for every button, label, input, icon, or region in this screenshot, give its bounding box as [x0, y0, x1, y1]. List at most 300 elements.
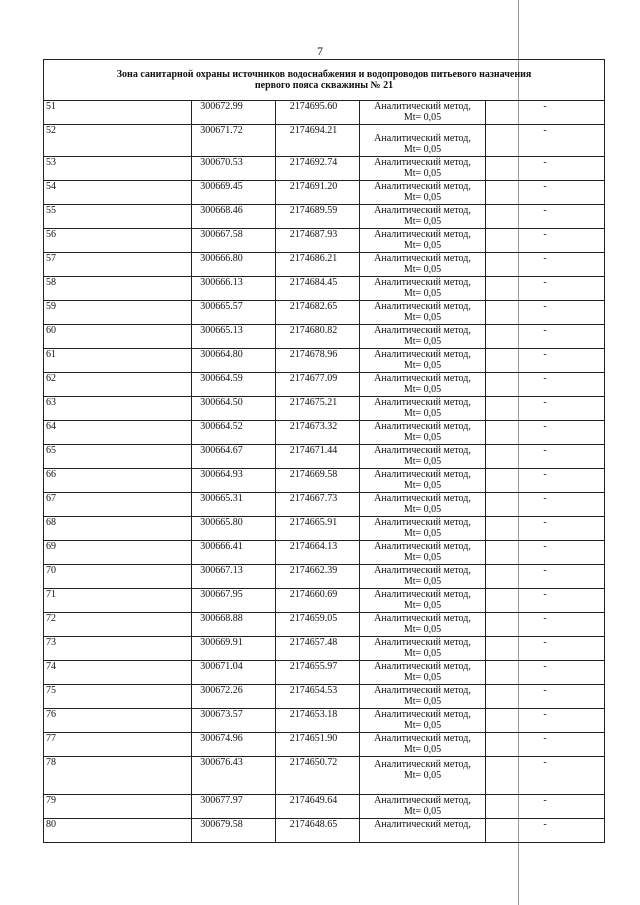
method-cell [360, 229, 486, 253]
table-row [44, 229, 605, 253]
method-accuracy: Mt= 0,05 [403, 192, 442, 203]
description-cell [486, 493, 605, 517]
x-coordinate-cell [192, 757, 276, 795]
y-coordinate-cell [276, 445, 360, 469]
x-coordinate: 300677.97 [200, 795, 243, 806]
x-coordinate: 300664.50 [200, 397, 243, 408]
row-number-cell [44, 661, 192, 685]
method-accuracy: Mt= 0,05 [403, 600, 442, 611]
description-dash: - [543, 229, 547, 240]
x-coordinate: 300668.88 [200, 613, 243, 624]
x-coordinate: 300676.43 [200, 757, 243, 768]
x-coordinate-cell [192, 517, 276, 541]
row-number-cell [44, 101, 192, 125]
method-name: Аналитический метод, [374, 349, 471, 360]
description-dash: - [543, 157, 547, 168]
y-coordinate-cell [276, 757, 360, 795]
method-cell [360, 565, 486, 589]
description-dash: - [543, 589, 547, 600]
y-coordinate: 2174694.21 [289, 125, 338, 136]
row-number-cell [44, 709, 192, 733]
x-coordinate-cell [192, 373, 276, 397]
y-coordinate-cell [276, 685, 360, 709]
method-cell [360, 757, 486, 795]
x-coordinate: 300669.45 [200, 181, 243, 192]
method-cell [360, 517, 486, 541]
row-number-cell [44, 819, 192, 843]
y-coordinate: 2174684.45 [289, 277, 338, 288]
row-number-cell [44, 733, 192, 757]
x-coordinate-cell [192, 493, 276, 517]
x-coordinate-cell [192, 397, 276, 421]
x-coordinate: 300664.59 [200, 373, 243, 384]
table-row [44, 277, 605, 301]
method-accuracy: Mt= 0,05 [403, 288, 442, 299]
row-number: 58 [46, 277, 56, 288]
description-dash: - [543, 541, 547, 552]
method-cell [360, 795, 486, 819]
method-cell [360, 421, 486, 445]
x-coordinate: 300669.91 [200, 637, 243, 648]
y-coordinate-cell [276, 373, 360, 397]
y-coordinate: 2174664.13 [289, 541, 338, 552]
x-coordinate-cell [192, 301, 276, 325]
method-name: Аналитический метод, [374, 709, 471, 720]
description-dash: - [543, 757, 547, 768]
method-accuracy: Mt= 0,05 [403, 696, 442, 707]
method-cell [360, 397, 486, 421]
table-title-line-1: Зона санитарной охраны источников водоснабжения и водопроводов питьевого назначения [116, 69, 532, 80]
table-row [44, 589, 605, 613]
x-coordinate: 300672.26 [200, 685, 243, 696]
description-dash: - [543, 517, 547, 528]
x-coordinate-cell [192, 421, 276, 445]
row-number: 73 [46, 637, 56, 648]
row-number: 78 [46, 757, 56, 768]
description-dash: - [543, 125, 547, 136]
y-coordinate-cell [276, 101, 360, 125]
y-coordinate-cell [276, 733, 360, 757]
row-number: 59 [46, 301, 56, 312]
y-coordinate: 2174675.21 [289, 397, 338, 408]
description-cell [486, 733, 605, 757]
table-row [44, 469, 605, 493]
row-number: 71 [46, 589, 56, 600]
method-accuracy: Mt= 0,05 [403, 576, 442, 587]
method-name: Аналитический метод, [374, 157, 471, 168]
y-coordinate-cell [276, 125, 360, 157]
y-coordinate-cell [276, 709, 360, 733]
method-cell [360, 445, 486, 469]
y-coordinate: 2174657.48 [289, 637, 338, 648]
row-number: 75 [46, 685, 56, 696]
description-dash: - [543, 397, 547, 408]
y-coordinate-cell [276, 517, 360, 541]
description-dash: - [543, 325, 547, 336]
description-cell [486, 589, 605, 613]
method-name: Аналитический метод, [374, 685, 471, 696]
x-coordinate-cell [192, 709, 276, 733]
row-number: 56 [46, 229, 56, 240]
row-number: 63 [46, 397, 56, 408]
method-name: Аналитический метод, [374, 661, 471, 672]
description-dash: - [543, 445, 547, 456]
y-coordinate: 2174687.93 [289, 229, 338, 240]
description-cell [486, 469, 605, 493]
y-coordinate-cell [276, 565, 360, 589]
table-row [44, 733, 605, 757]
y-coordinate-cell [276, 301, 360, 325]
description-dash: - [543, 733, 547, 744]
x-coordinate: 300665.31 [200, 493, 243, 504]
y-coordinate: 2174660.69 [289, 589, 338, 600]
y-coordinate: 2174651.90 [289, 733, 338, 744]
method-accuracy: Mt= 0,05 [403, 744, 442, 755]
table-row [44, 181, 605, 205]
description-cell [486, 157, 605, 181]
table-row [44, 541, 605, 565]
description-dash: - [543, 373, 547, 384]
description-dash: - [543, 661, 547, 672]
method-accuracy: Mt= 0,05 [403, 672, 442, 683]
description-cell [486, 101, 605, 125]
y-coordinate: 2174659.05 [289, 613, 338, 624]
method-accuracy: Mt= 0,05 [403, 408, 442, 419]
y-coordinate: 2174677.09 [289, 373, 338, 384]
table-row [44, 795, 605, 819]
method-cell [360, 181, 486, 205]
description-cell [486, 757, 605, 795]
row-number-cell [44, 493, 192, 517]
table-row [44, 397, 605, 421]
table-row [44, 709, 605, 733]
x-coordinate-cell [192, 589, 276, 613]
y-coordinate-cell [276, 819, 360, 843]
description-dash: - [543, 181, 547, 192]
method-cell [360, 205, 486, 229]
table-row [44, 157, 605, 181]
method-accuracy: Mt= 0,05 [403, 624, 442, 635]
row-number-cell [44, 205, 192, 229]
method-cell [360, 819, 486, 843]
table-body [44, 101, 605, 843]
x-coordinate: 300665.13 [200, 325, 243, 336]
y-coordinate-cell [276, 661, 360, 685]
description-dash: - [543, 565, 547, 576]
method-name: Аналитический метод, [374, 397, 471, 408]
method-accuracy: Mt= 0,05 [403, 432, 442, 443]
method-cell [360, 301, 486, 325]
method-name: Аналитический метод, [374, 759, 471, 770]
method-accuracy: Mt= 0,05 [403, 770, 442, 781]
x-coordinate: 300672.99 [200, 101, 243, 112]
x-coordinate: 300674.96 [200, 733, 243, 744]
row-number: 61 [46, 349, 56, 360]
description-dash: - [543, 637, 547, 648]
x-coordinate-cell [192, 661, 276, 685]
x-coordinate-cell [192, 181, 276, 205]
method-name: Аналитический метод, [374, 733, 471, 744]
method-name: Аналитический метод, [374, 517, 471, 528]
method-accuracy: Mt= 0,05 [403, 336, 442, 347]
row-number-cell [44, 517, 192, 541]
method-name: Аналитический метод, [374, 253, 471, 264]
y-coordinate: 2174682.65 [289, 301, 338, 312]
method-name: Аналитический метод, [374, 819, 471, 830]
row-number: 74 [46, 661, 56, 672]
y-coordinate-cell [276, 421, 360, 445]
x-coordinate-cell [192, 349, 276, 373]
x-coordinate: 300666.80 [200, 253, 243, 264]
row-number-cell [44, 125, 192, 157]
row-number-cell [44, 397, 192, 421]
method-accuracy: Mt= 0,05 [403, 456, 442, 467]
method-name: Аналитический метод, [374, 101, 471, 112]
table-row [44, 757, 605, 795]
x-coordinate: 300667.95 [200, 589, 243, 600]
method-name: Аналитический метод, [374, 301, 471, 312]
row-number: 70 [46, 565, 56, 576]
row-number-cell [44, 349, 192, 373]
row-number-cell [44, 373, 192, 397]
method-accuracy: Mt= 0,05 [403, 360, 442, 371]
y-coordinate-cell [276, 325, 360, 349]
table-row [44, 421, 605, 445]
description-dash: - [543, 493, 547, 504]
method-cell [360, 125, 486, 157]
row-number-cell [44, 253, 192, 277]
y-coordinate: 2174648.65 [289, 819, 338, 830]
description-cell [486, 709, 605, 733]
description-dash: - [543, 421, 547, 432]
method-name: Аналитический метод, [374, 565, 471, 576]
method-cell [360, 661, 486, 685]
row-number: 69 [46, 541, 56, 552]
table-title-line-2: первого пояса скважины № 21 [254, 80, 394, 91]
y-coordinate-cell [276, 349, 360, 373]
y-coordinate-cell [276, 493, 360, 517]
y-coordinate-cell [276, 205, 360, 229]
method-accuracy: Mt= 0,05 [403, 216, 442, 227]
method-name: Аналитический метод, [374, 795, 471, 806]
description-cell [486, 637, 605, 661]
description-cell [486, 795, 605, 819]
row-number-cell [44, 325, 192, 349]
x-coordinate: 300671.04 [200, 661, 243, 672]
method-accuracy: Mt= 0,05 [403, 480, 442, 491]
table-row [44, 205, 605, 229]
x-coordinate: 300667.58 [200, 229, 243, 240]
description-cell [486, 819, 605, 843]
description-dash: - [543, 685, 547, 696]
method-accuracy: Mt= 0,05 [403, 720, 442, 731]
x-coordinate-cell [192, 277, 276, 301]
method-name: Аналитический метод, [374, 589, 471, 600]
row-number: 79 [46, 795, 56, 806]
description-cell [486, 229, 605, 253]
method-name: Аналитический метод, [374, 541, 471, 552]
description-dash: - [543, 709, 547, 720]
x-coordinate-cell [192, 541, 276, 565]
y-coordinate-cell [276, 589, 360, 613]
row-number-cell [44, 229, 192, 253]
description-cell [486, 253, 605, 277]
coordinates-table [43, 59, 605, 843]
row-number: 54 [46, 181, 56, 192]
description-cell [486, 685, 605, 709]
table-row [44, 125, 605, 157]
x-coordinate: 300667.13 [200, 565, 243, 576]
description-cell [486, 349, 605, 373]
x-coordinate: 300664.52 [200, 421, 243, 432]
method-accuracy: Mt= 0,05 [403, 648, 442, 659]
y-coordinate: 2174673.32 [289, 421, 338, 432]
y-coordinate: 2174692.74 [289, 157, 338, 168]
table-row [44, 493, 605, 517]
description-cell [486, 565, 605, 589]
description-dash: - [543, 101, 547, 112]
row-number: 51 [46, 101, 56, 112]
x-coordinate: 300665.80 [200, 517, 243, 528]
x-coordinate-cell [192, 469, 276, 493]
description-dash: - [543, 277, 547, 288]
y-coordinate-cell [276, 229, 360, 253]
method-accuracy: Mt= 0,05 [403, 144, 442, 155]
table-row [44, 637, 605, 661]
y-coordinate-cell [276, 277, 360, 301]
table-row [44, 373, 605, 397]
method-accuracy: Mt= 0,05 [403, 168, 442, 179]
x-coordinate-cell [192, 229, 276, 253]
description-cell [486, 445, 605, 469]
method-cell [360, 541, 486, 565]
description-dash: - [543, 819, 547, 830]
row-number: 62 [46, 373, 56, 384]
method-accuracy: Mt= 0,05 [403, 806, 442, 817]
y-coordinate-cell [276, 469, 360, 493]
y-coordinate-cell [276, 253, 360, 277]
row-number: 68 [46, 517, 56, 528]
method-accuracy: Mt= 0,05 [403, 552, 442, 563]
row-number-cell [44, 589, 192, 613]
x-coordinate: 300664.67 [200, 445, 243, 456]
x-coordinate: 300665.57 [200, 301, 243, 312]
row-number-cell [44, 301, 192, 325]
y-coordinate: 2174662.39 [289, 565, 338, 576]
description-cell [486, 613, 605, 637]
method-accuracy: Mt= 0,05 [403, 112, 442, 123]
description-cell [486, 397, 605, 421]
method-name: Аналитический метод, [374, 325, 471, 336]
x-coordinate-cell [192, 253, 276, 277]
description-dash: - [543, 613, 547, 624]
x-coordinate: 300668.46 [200, 205, 243, 216]
table-title [44, 60, 605, 101]
x-coordinate-cell [192, 101, 276, 125]
method-accuracy: Mt= 0,05 [403, 504, 442, 515]
method-cell [360, 733, 486, 757]
method-name: Аналитический метод, [374, 421, 471, 432]
description-dash: - [543, 795, 547, 806]
x-coordinate-cell [192, 157, 276, 181]
method-cell [360, 493, 486, 517]
row-number-cell [44, 157, 192, 181]
table-row [44, 517, 605, 541]
row-number-cell [44, 613, 192, 637]
row-number: 80 [46, 819, 56, 830]
x-coordinate: 300679.58 [200, 819, 243, 830]
x-coordinate-cell [192, 733, 276, 757]
row-number-cell [44, 445, 192, 469]
x-coordinate-cell [192, 637, 276, 661]
row-number: 53 [46, 157, 56, 168]
table-row [44, 253, 605, 277]
y-coordinate-cell [276, 157, 360, 181]
row-number: 64 [46, 421, 56, 432]
method-name: Аналитический метод, [374, 613, 471, 624]
method-name: Аналитический метод, [374, 445, 471, 456]
table-row [44, 613, 605, 637]
x-coordinate: 300670.53 [200, 157, 243, 168]
y-coordinate-cell [276, 397, 360, 421]
y-coordinate: 2174691.20 [289, 181, 338, 192]
method-accuracy: Mt= 0,05 [403, 240, 442, 251]
row-number-cell [44, 565, 192, 589]
description-dash: - [543, 253, 547, 264]
table-row [44, 685, 605, 709]
method-name: Аналитический метод, [374, 469, 471, 480]
row-number: 67 [46, 493, 56, 504]
row-number: 60 [46, 325, 56, 336]
x-coordinate-cell [192, 445, 276, 469]
x-coordinate-cell [192, 819, 276, 843]
y-coordinate: 2174669.58 [289, 469, 338, 480]
x-coordinate: 300666.41 [200, 541, 243, 552]
row-number-cell [44, 181, 192, 205]
table-row [44, 565, 605, 589]
description-dash: - [543, 349, 547, 360]
x-coordinate-cell [192, 613, 276, 637]
row-number-cell [44, 685, 192, 709]
description-cell [486, 421, 605, 445]
row-number-cell [44, 421, 192, 445]
description-cell [486, 541, 605, 565]
description-dash: - [543, 301, 547, 312]
y-coordinate-cell [276, 637, 360, 661]
x-coordinate-cell [192, 125, 276, 157]
y-coordinate-cell [276, 613, 360, 637]
table-row [44, 325, 605, 349]
x-coordinate: 300666.13 [200, 277, 243, 288]
method-cell [360, 277, 486, 301]
description-cell [486, 517, 605, 541]
method-cell [360, 709, 486, 733]
method-cell [360, 349, 486, 373]
table-row [44, 819, 605, 843]
method-cell [360, 253, 486, 277]
y-coordinate: 2174689.59 [289, 205, 338, 216]
row-number: 76 [46, 709, 56, 720]
method-accuracy: Mt= 0,05 [403, 264, 442, 275]
method-cell [360, 325, 486, 349]
row-number-cell [44, 469, 192, 493]
description-cell [486, 325, 605, 349]
method-cell [360, 157, 486, 181]
row-number: 77 [46, 733, 56, 744]
y-coordinate: 2174686.21 [289, 253, 338, 264]
row-number: 55 [46, 205, 56, 216]
y-coordinate: 2174665.91 [289, 517, 338, 528]
